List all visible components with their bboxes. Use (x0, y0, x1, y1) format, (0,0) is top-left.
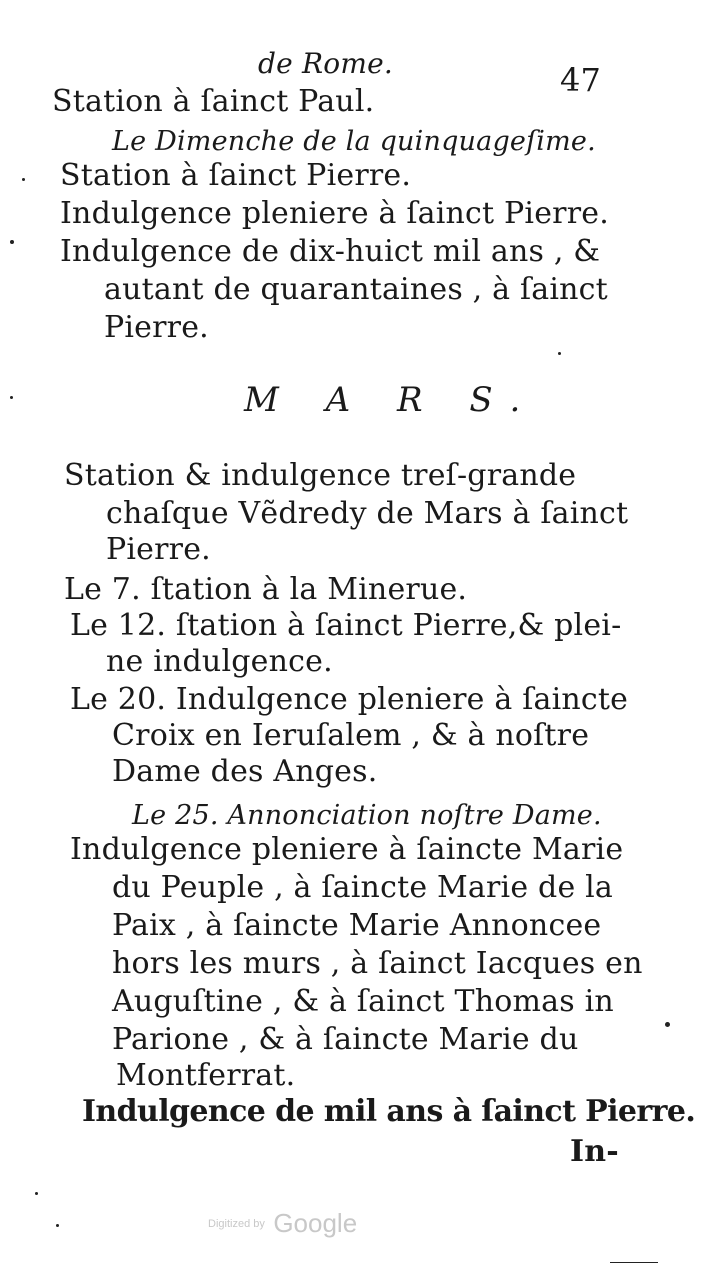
running-title: de Rome. (258, 47, 393, 80)
text-line: Auguſtine , & à ſainct Thomas in (112, 984, 614, 1019)
text-line: hors les murs , à ſainct Iacques en (112, 946, 643, 981)
scan-speck (56, 1224, 59, 1227)
text-line: Pierre. (106, 532, 211, 567)
scan-speck (35, 1192, 38, 1195)
text-line: Le 20. Indulgence pleniere à ſaincte (70, 682, 629, 717)
text-line: Indulgence pleniere à ſainct Pierre. (60, 196, 609, 231)
section-heading: Le Dimenche de la quinquageſime. (112, 126, 596, 157)
scan-speck (22, 178, 25, 181)
text-line: Montferrat. (116, 1058, 296, 1093)
text-line: Le 12. ſtation à ſainct Pierre,& plei- (70, 608, 622, 643)
catchword: In- (570, 1134, 619, 1169)
text-line: Station à ſainct Pierre. (60, 158, 412, 193)
text-line: Paix , à ſaincte Marie Annoncee (112, 908, 602, 943)
text-line: Croix en Ieruſalem , & à noſtre (112, 718, 590, 753)
text-line: Dame des Anges. (112, 754, 378, 789)
scan-speck (665, 1022, 670, 1027)
text-line: Parione , & à ſaincte Marie du (112, 1022, 579, 1057)
scan-speck (10, 396, 13, 399)
edge-rule (610, 1262, 658, 1263)
text-line: Indulgence de mil ans à ſainct Pierre. (82, 1094, 696, 1129)
text-line: Station à ſainct Paul. (52, 84, 375, 119)
text-line: Indulgence de dix-huict mil ans , & (60, 234, 601, 269)
google-logo: Google (273, 1208, 358, 1238)
text-line: Pierre. (104, 310, 209, 345)
text-line: ne indulgence. (106, 644, 333, 679)
scan-speck (558, 352, 561, 355)
scan-speck (10, 240, 14, 244)
text-line: chaſque Vẽdredy de Mars à ſainct (106, 496, 629, 531)
text-line: Station & indulgence treſ-grande (64, 458, 577, 493)
page-number: 47 (560, 61, 602, 99)
text-line: Indulgence pleniere à ſaincte Marie (70, 832, 624, 867)
month-heading: M A R S. (244, 380, 539, 420)
watermark-prefix: Digitized by (208, 1217, 265, 1230)
section-heading: Le 25. Annonciation noſtre Dame. (132, 800, 602, 831)
text-line: Le 7. ſtation à la Minerue. (64, 572, 468, 607)
text-line: autant de quarantaines , à ſainct (104, 272, 608, 307)
digitized-watermark (208, 1208, 357, 1239)
text-line: du Peuple , à ſaincte Marie de la (112, 870, 614, 905)
